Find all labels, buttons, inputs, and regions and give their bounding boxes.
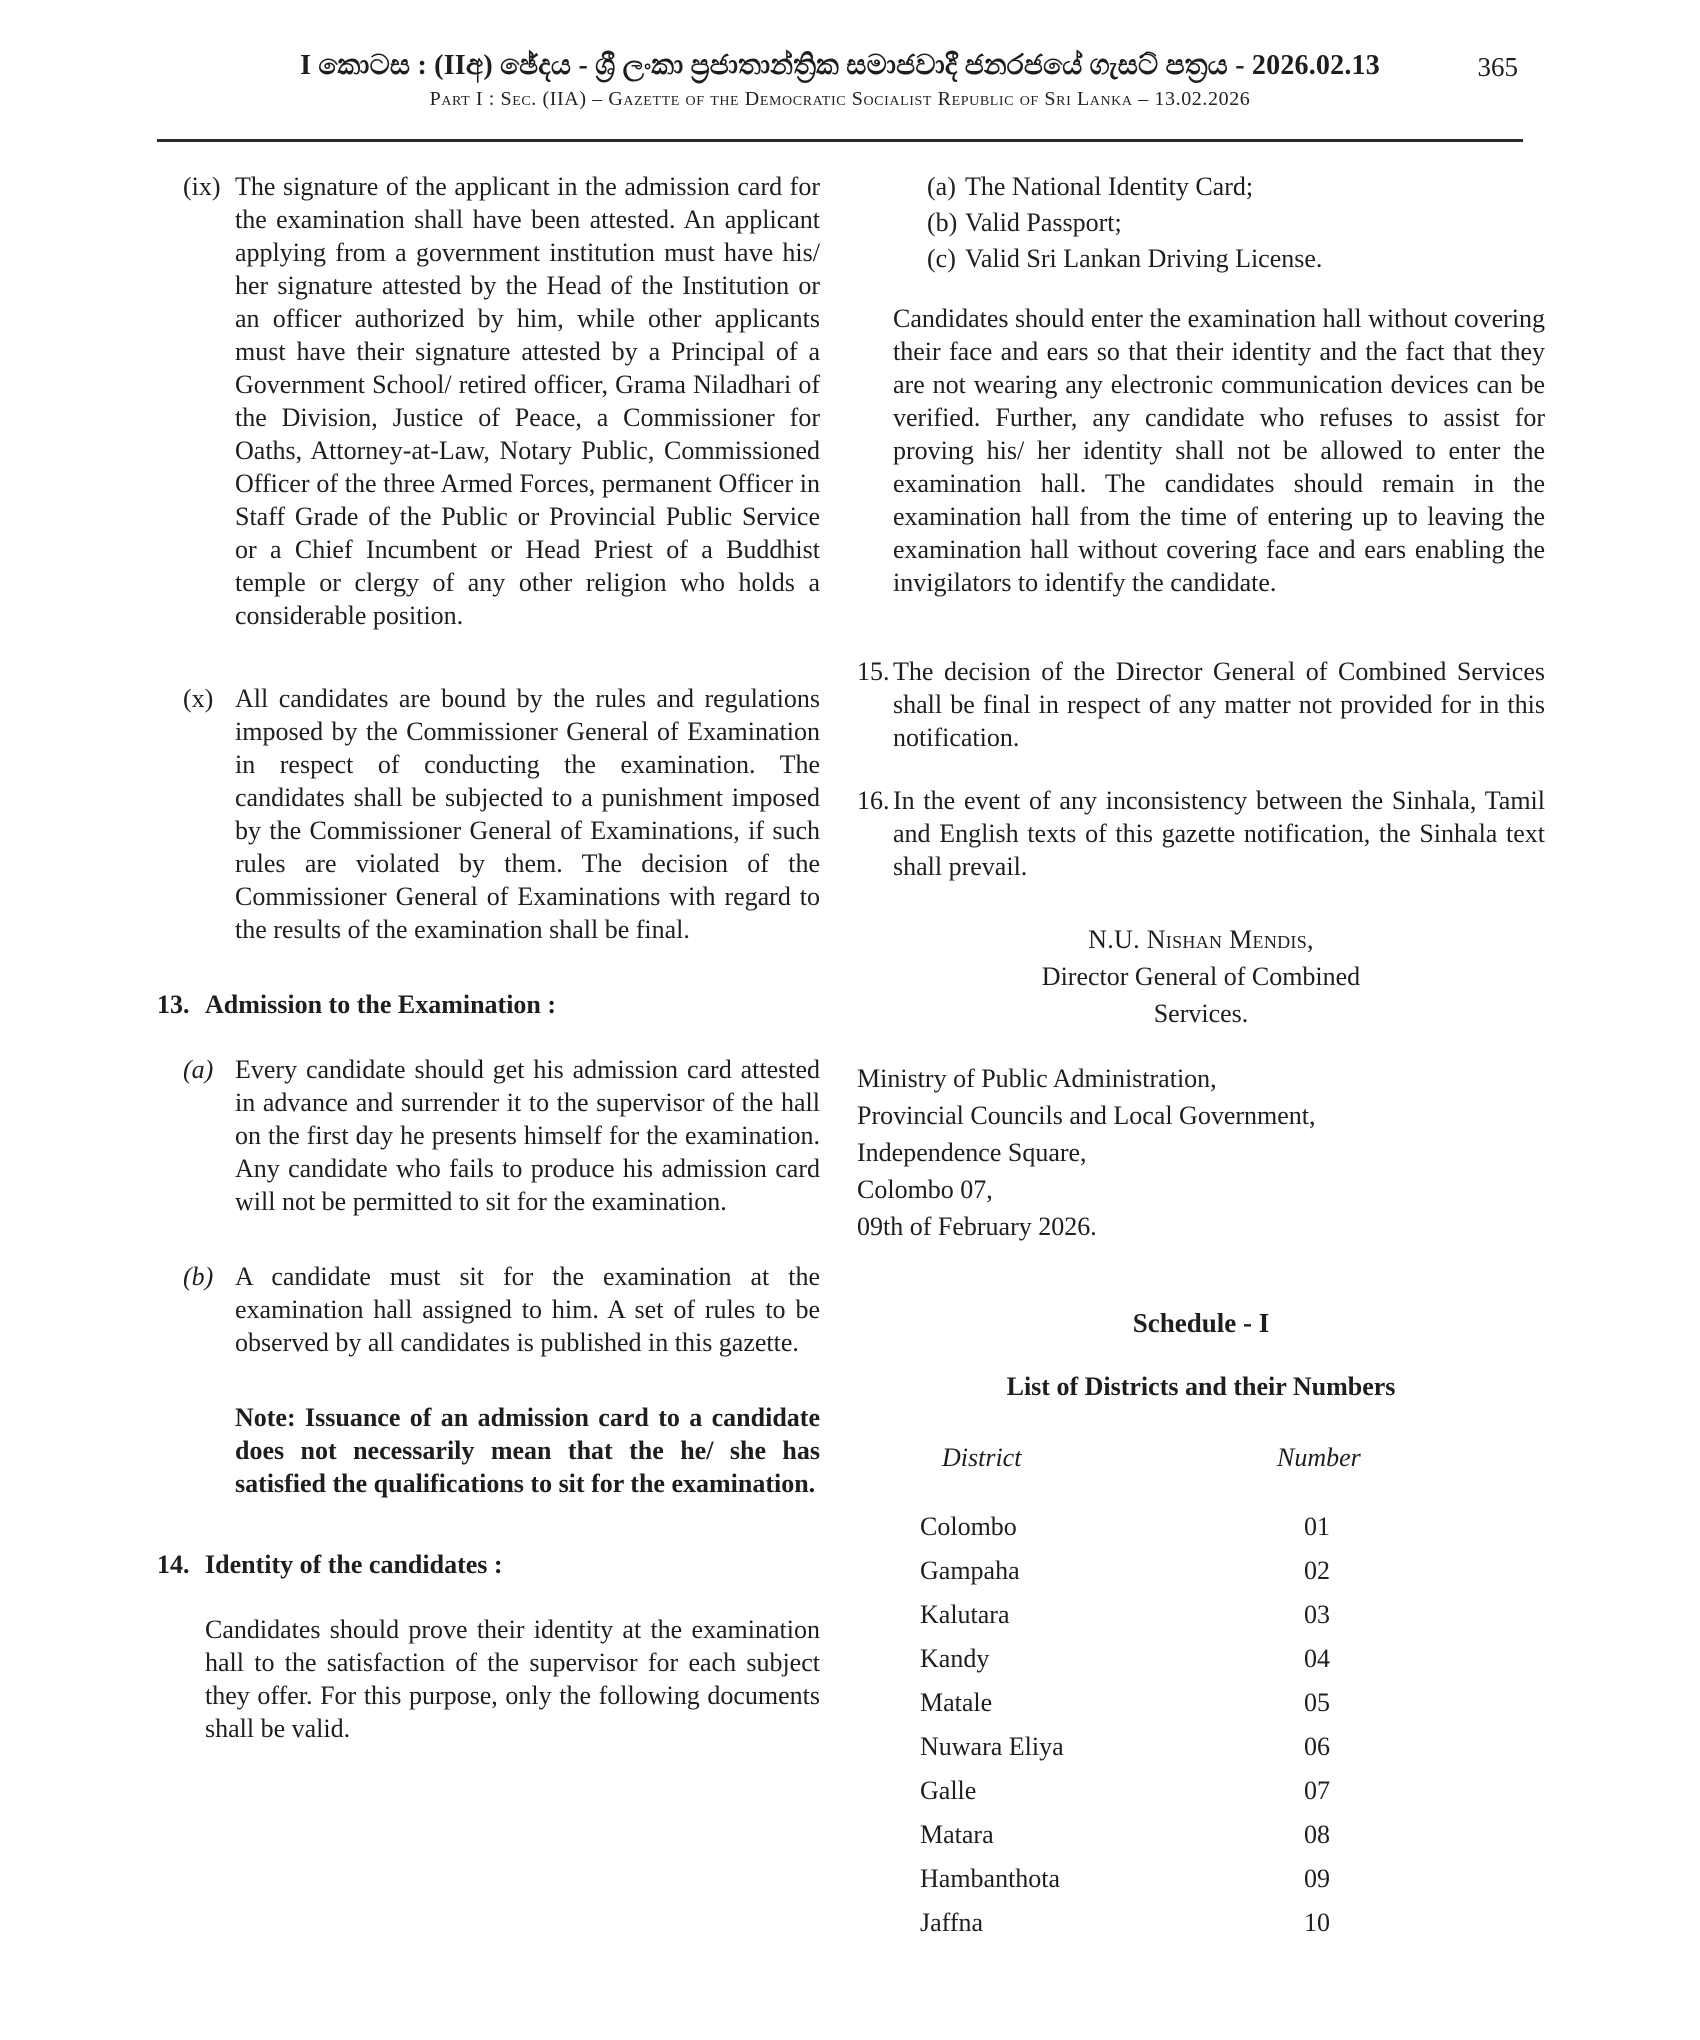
- clause-13b: [157, 1260, 820, 1359]
- district-number: 04: [1304, 1644, 1330, 1673]
- section-13-heading: [157, 988, 820, 1021]
- district-number: 07: [1304, 1776, 1330, 1805]
- district-name: Matale: [920, 1688, 993, 1717]
- clause-15: [857, 655, 1545, 754]
- header-english-title: Part I : Sec. (IIA) – Gazette of the Democratic Socialist Republic of Sri Lanka – 13.02.2026: [429, 88, 1251, 110]
- clause-13a: [157, 1053, 820, 1218]
- district-table: [857, 1510, 1545, 1939]
- district-number: 05: [1304, 1688, 1330, 1717]
- table-row: [920, 1906, 1545, 1939]
- clause-ix: [157, 170, 820, 632]
- table-row: [920, 1818, 1545, 1851]
- district-number: 03: [1304, 1600, 1330, 1629]
- district-name: Kandy: [920, 1644, 990, 1673]
- signatory-name: N.U. Nishan Mendis,: [1088, 925, 1314, 954]
- document-item-a-text: The National Identity Card;: [965, 172, 1254, 201]
- table-row: [920, 1598, 1545, 1631]
- table-row: [920, 1554, 1545, 1587]
- clause-16-number: 16.: [857, 786, 890, 815]
- district-name: Nuwara Eliya: [920, 1732, 1064, 1761]
- ministry-address-block: [857, 1060, 1545, 1245]
- address-date-line: 09th of February 2026.: [857, 1212, 1097, 1241]
- signatory-title-line2: Services.: [1153, 999, 1249, 1028]
- district-name: Colombo: [920, 1512, 1017, 1541]
- district-name: Kalutara: [920, 1600, 1010, 1629]
- document-item-b-text: Valid Passport;: [965, 208, 1122, 237]
- address-line: Ministry of Public Administration,: [857, 1064, 1217, 1093]
- clause-ix-label: (ix): [183, 172, 221, 201]
- document-item-b-label: (b): [927, 208, 958, 237]
- district-name: Gampaha: [920, 1556, 1020, 1585]
- address-line: Provincial Councils and Local Government,: [857, 1101, 1316, 1130]
- document-item-c-label: (c): [927, 244, 956, 273]
- address-line: Independence Square,: [857, 1138, 1087, 1167]
- clause-13b-label: (b): [183, 1262, 214, 1291]
- address-line: Colombo 07,: [857, 1175, 993, 1204]
- district-name: Galle: [920, 1776, 977, 1805]
- header-sinhala-title: I කොටස : (IIඅ) ඡේදය - ශ්‍රී ලංකා ප්‍රජාතාන්ත්‍රික සමාජවාදී ජනරජයේ ගැසට් පත්‍රය - 2026.02.13: [300, 50, 1380, 81]
- section-14-paragraph: Candidates should prove their identity at the examination hall to the satisfaction of the supervisor for each subject they offer. For this purpose, only the following documents shall be valid.: [205, 1615, 820, 1743]
- document-item-c: [857, 241, 1545, 277]
- document-item-b: [857, 205, 1545, 241]
- clause-ix-text: The signature of the applicant in the admission card for the examination shall have been attested. An applicant applying from a government institution must have his/ her signature attested by the Head of the Institution or an officer authorized by him, while other applicants must have their signature attested by a Principal of a Government School/ retired officer, Grama Niladhari of the Division, Justice of Peace, a Commissioner for Oaths, Attorney-at-Law, Notary Public, Commissioned Officer of the three Armed Forces, permanent Officer in Staff Grade of the Public or Provincial Public Service or a Chief Incumbent or Head Priest of a Buddhist temple or clergy of any other religion who holds a considerable position.: [235, 172, 820, 630]
- table-row: [920, 1862, 1545, 1895]
- schedule-subheading: List of Districts and their Numbers: [1006, 1372, 1396, 1401]
- table-row: [920, 1774, 1545, 1807]
- two-column-body: [157, 142, 1545, 1950]
- section-14-heading: [157, 1548, 820, 1581]
- district-number: 02: [1304, 1556, 1330, 1585]
- left-column: [157, 142, 820, 1950]
- clause-x-label: (x): [183, 684, 214, 713]
- section-13-number: 13.: [157, 990, 190, 1019]
- district-column-header: District: [942, 1443, 1022, 1472]
- district-number: 10: [1304, 1908, 1330, 1937]
- document-item-a: [857, 169, 1545, 205]
- clause-15-text: The decision of the Director General of Combined Services shall be final in respect of any matter not provided for in this notification.: [893, 657, 1545, 752]
- district-name: Matara: [920, 1820, 994, 1849]
- district-number: 08: [1304, 1820, 1330, 1849]
- district-number: 06: [1304, 1732, 1330, 1761]
- section-14-number: 14.: [157, 1550, 190, 1579]
- document-item-c-text: Valid Sri Lankan Driving License.: [965, 244, 1323, 273]
- section-13-title: Admission to the Examination :: [205, 990, 557, 1019]
- document-item-a-label: (a): [927, 172, 956, 201]
- clause-x-text: All candidates are bound by the rules and regulations imposed by the Commissioner General of Examination in respect of conducting the examination. The candidates shall be subjected to a punishment imposed by the Commissioner General of Examinations, if such rules are violated by them. The decision of the Commissioner General of Examinations with regard to the results of the examination shall be final.: [235, 684, 820, 944]
- identity-verification-paragraph: Candidates should enter the examination hall without covering their face and ears so that their identity and the fact that they are not wearing any electronic communication devices can be verified. Further, any candidate who refuses to assist for proving his/ her identity shall not be allowed to enter the examination hall. The candidates should remain in the examination hall from the time of entering up to leaving the examination hall without covering face and ears enabling the invigilators to identify the candidate.: [893, 304, 1546, 597]
- schedule-heading: Schedule - I: [1132, 1308, 1270, 1338]
- clause-15-number: 15.: [857, 657, 890, 686]
- clause-13a-label: (a): [183, 1055, 214, 1084]
- admission-note: Note: Issuance of an admission card to a candidate does not necessarily mean that the he/ she has satisfied the qualifications to sit for the examination.: [235, 1403, 820, 1498]
- clause-16: [857, 784, 1545, 883]
- table-row: [920, 1730, 1545, 1763]
- clause-x: [157, 682, 820, 946]
- table-row: [920, 1510, 1545, 1543]
- valid-documents-list: [857, 169, 1545, 277]
- section-14-title: Identity of the candidates :: [205, 1550, 503, 1579]
- table-row: [920, 1642, 1545, 1675]
- table-row: [920, 1686, 1545, 1719]
- page-number: 365: [1477, 52, 1518, 82]
- clause-13b-text: A candidate must sit for the examination at the examination hall assigned to him. A set of rules to be observed by all candidates is published in this gazette.: [235, 1262, 820, 1357]
- right-column: [857, 142, 1545, 1950]
- district-name: Jaffna: [920, 1908, 984, 1937]
- page-header: [157, 0, 1523, 111]
- district-number: 01: [1304, 1512, 1330, 1541]
- district-name: Hambanthota: [920, 1864, 1061, 1893]
- clause-13a-text: Every candidate should get his admission card attested in advance and surrender it to the supervisor of the hall on the first day he presents himself for the examination. Any candidate who fails to produce his admission card will not be permitted to sit for the examination.: [235, 1055, 820, 1216]
- number-column-header: Number: [1277, 1443, 1361, 1472]
- district-number: 09: [1304, 1864, 1330, 1893]
- clause-16-text: In the event of any inconsistency between the Sinhala, Tamil and English texts of this gazette notification, the Sinhala text shall prevail.: [893, 786, 1545, 881]
- signatory-title-line1: Director General of Combined: [1041, 962, 1361, 991]
- signature-block: [857, 921, 1545, 1032]
- district-table-header: [942, 1441, 1545, 1474]
